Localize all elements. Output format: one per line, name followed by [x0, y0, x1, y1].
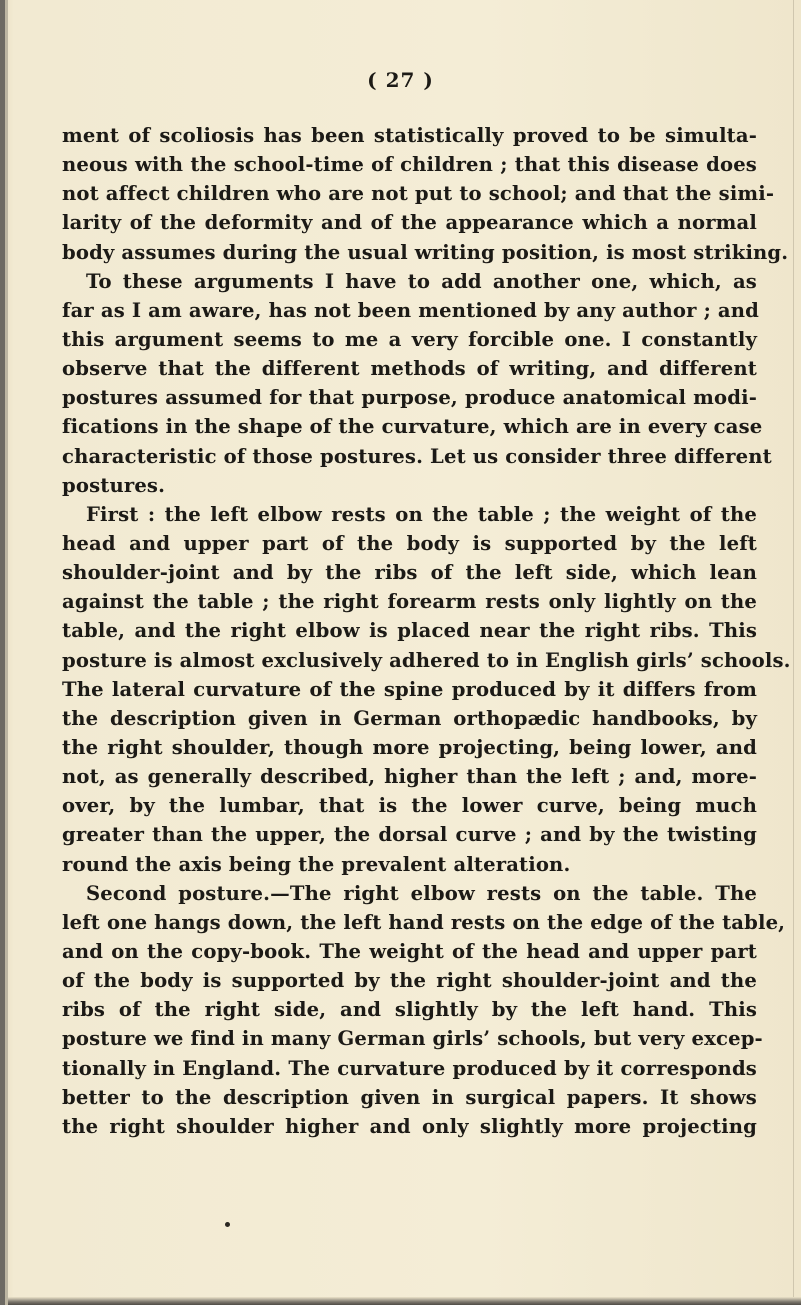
page-bottom-edge — [8, 1297, 801, 1305]
text-line: round the axis being the prevalent alteration. — [62, 852, 571, 876]
text-line: left one hangs down, the left hand rests on the edge of the table, — [62, 910, 786, 934]
body-text — [62, 121, 791, 1141]
text-line: head and upper part of the body is supported by the left — [62, 531, 757, 555]
page-binding-shadow — [5, 0, 8, 1305]
page-right-edge — [793, 0, 794, 1305]
text-line: body assumes during the usual writing position, is most striking. — [62, 240, 789, 264]
text-line: over, by the lumbar, that is the lower curve, being much — [62, 794, 757, 818]
text-line: posture is almost exclusively adhered to in English girls’ schools. — [62, 648, 791, 672]
text-line: better to the description given in surgical papers. It shows — [62, 1085, 757, 1109]
text-line: postures. — [62, 473, 166, 497]
text-line: against the table ; the right forearm rests only lightly on the — [62, 590, 757, 614]
text-line: and on the copy-book. The weight of the head and upper part — [62, 939, 757, 963]
printing-speck — [225, 1222, 230, 1227]
text-line: this argument seems to me a very forcible one. I constantly — [62, 327, 757, 351]
text-line: larity of the deformity and of the appearance which a normal — [62, 211, 757, 235]
text-line: far as I am aware, has not been mentioned by any author ; and — [62, 298, 760, 322]
text-line: fications in the shape of the curvature, which are in every case — [62, 415, 763, 439]
text-line: neous with the school-time of children ; that this disease does — [62, 153, 757, 177]
text-line: observe that the different methods of writing, and different — [62, 357, 757, 381]
text-line: To these arguments I have to add another one, which, as — [86, 269, 757, 293]
text-line: posture we find in many German girls’ schools, but very excep- — [62, 1027, 763, 1051]
text-line: table, and the right elbow is placed near the right ribs. This — [62, 619, 757, 643]
text-line: The lateral curvature of the spine produced by it differs from — [62, 677, 757, 701]
text-line: First : the left elbow rests on the table ; the weight of the — [86, 502, 757, 526]
text-line: postures assumed for that purpose, produce anatomical modi- — [62, 386, 757, 410]
text-line: the description given in German orthopædic handbooks, by — [62, 706, 757, 730]
text-line: the right shoulder, though more projecting, being lower, and — [62, 735, 757, 759]
text-line: ment of scoliosis has been statistically proved to be simulta- — [62, 124, 757, 147]
text-line: tionally in England. The curvature produced by it corresponds — [62, 1056, 757, 1080]
text-line: not affect children who are not put to school; and that the simi- — [62, 182, 775, 206]
text-line: not, as generally described, higher than the left ; and, more- — [62, 765, 757, 789]
text-line: ribs of the right side, and slightly by the left hand. This — [62, 998, 757, 1022]
text-line: characteristic of those postures. Let us consider three different — [62, 444, 772, 468]
text-line: greater than the upper, the dorsal curve ; and by the twisting — [62, 823, 757, 847]
page-number: ( 27 ) — [367, 68, 434, 92]
text-line: shoulder-joint and by the ribs of the left side, which lean — [62, 561, 757, 585]
text-line: the right shoulder higher and only slightly more projecting — [62, 1114, 757, 1138]
text-line: of the body is supported by the right shoulder-joint and the — [62, 969, 757, 993]
text-line: Second posture.—The right elbow rests on the table. The — [86, 881, 757, 905]
